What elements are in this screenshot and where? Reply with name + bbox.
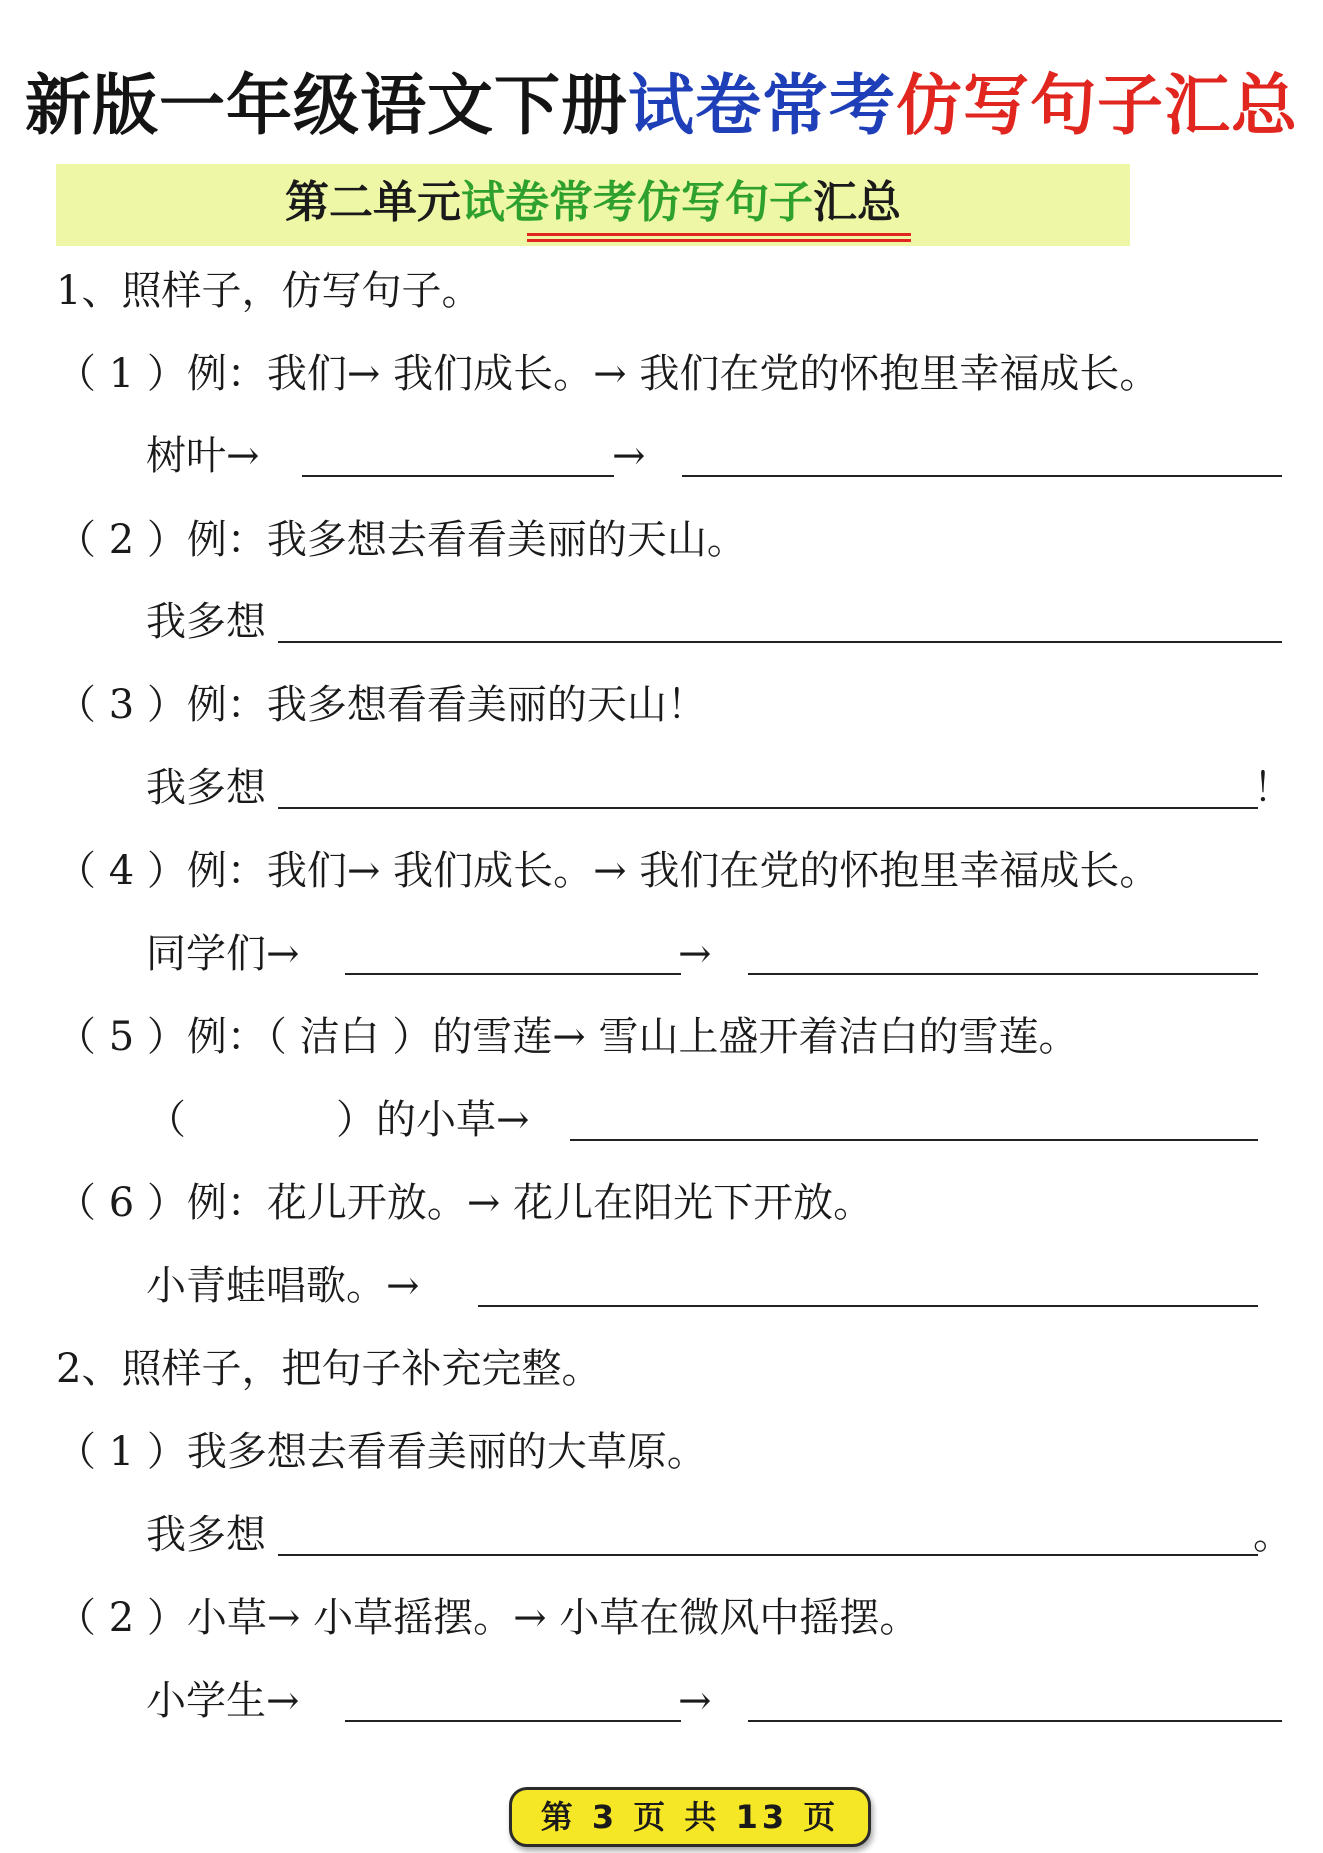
section1-heading: 1、照样子，仿写句子。: [56, 268, 482, 314]
s2-arrow-2: →: [678, 1678, 712, 1724]
subtitle-underline: [527, 233, 911, 236]
title-part-3: 仿写句子汇总: [896, 67, 1298, 144]
answer-line-3[interactable]: [278, 807, 1258, 809]
s2-answer-line-1[interactable]: [278, 1554, 1258, 1556]
example-6: （ 6 ）例：花儿开放。→ 花儿在阳光下开放。: [56, 1180, 874, 1226]
answer-line-1b[interactable]: [682, 475, 1282, 477]
s2-answer-line-2b[interactable]: [748, 1720, 1282, 1722]
example-1: （ 1 ）例：我们→ 我们成长。→ 我们在党的怀抱里幸福成长。: [56, 351, 1160, 397]
prompt-2: 我多想: [146, 599, 266, 645]
answer-line-4a[interactable]: [345, 973, 681, 975]
prompt-3: 我多想: [146, 765, 266, 811]
subtitle-underline-2: [527, 239, 911, 242]
prompt-5-rest: ）的小草→: [336, 1097, 530, 1143]
subtitle-part-3: 汇总: [813, 177, 901, 228]
s2-end-mark-1: 。: [1253, 1512, 1293, 1558]
subtitle-part-1: 第二单元: [285, 177, 461, 228]
title-part-1: 新版一年级语文下册: [25, 67, 628, 144]
subtitle: [56, 173, 1130, 233]
arrow-1: →: [612, 433, 646, 479]
prompt-4: 同学们→: [146, 931, 300, 977]
end-mark-3: ！: [1253, 765, 1293, 811]
answer-line-2[interactable]: [278, 641, 1282, 643]
s2-example-1: （ 1 ）我多想去看看美丽的大草原。: [56, 1429, 707, 1475]
page-title: [0, 66, 1323, 146]
prompt-1: 树叶→: [146, 433, 260, 479]
arrow-4: →: [678, 931, 712, 977]
example-2: （ 2 ）例：我多想去看看美丽的天山。: [56, 517, 747, 563]
section2-heading: 2、照样子，把句子补充完整。: [56, 1346, 602, 1392]
title-part-2: 试卷常考: [628, 67, 896, 144]
answer-line-1a[interactable]: [302, 475, 614, 477]
prompt-6: 小青蛙唱歌。→: [146, 1263, 420, 1309]
answer-line-4b[interactable]: [748, 973, 1258, 975]
s2-answer-line-2a[interactable]: [345, 1720, 681, 1722]
answer-line-5[interactable]: [570, 1139, 1258, 1141]
subtitle-part-2: 试卷常考仿写句子: [461, 177, 813, 228]
s2-example-2: （ 2 ）小草→ 小草摇摆。→ 小草在微风中摇摆。: [56, 1595, 920, 1641]
page-number-badge: 第 3 页 共 13 页: [509, 1787, 871, 1847]
s2-prompt-1: 我多想: [146, 1512, 266, 1558]
example-5: （ 5 ）例：（ 洁白 ）的雪莲→ 雪山上盛开着洁白的雪莲。: [56, 1014, 1079, 1060]
answer-line-6[interactable]: [478, 1305, 1258, 1307]
s2-prompt-2: 小学生→: [146, 1678, 300, 1724]
example-3: （ 3 ）例：我多想看看美丽的天山！: [56, 682, 707, 728]
example-4: （ 4 ）例：我们→ 我们成长。→ 我们在党的怀抱里幸福成长。: [56, 848, 1160, 894]
prompt-5-open: （: [146, 1097, 186, 1143]
